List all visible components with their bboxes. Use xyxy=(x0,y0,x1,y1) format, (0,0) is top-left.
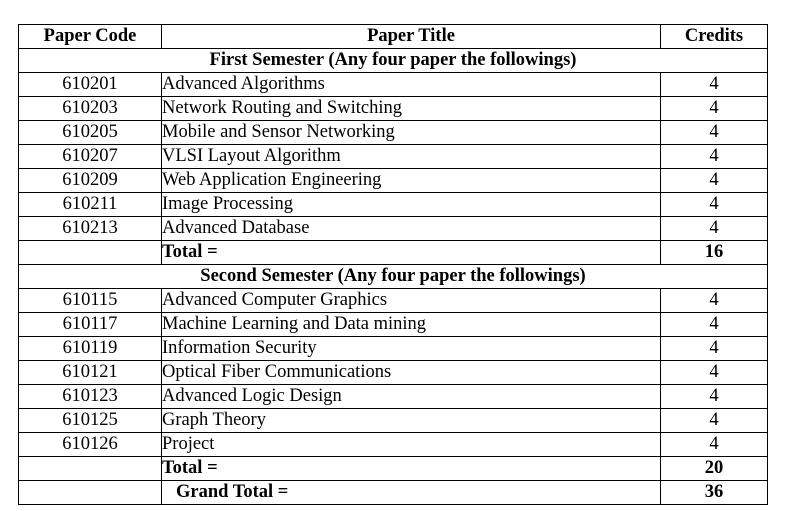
paper-code: 610115 xyxy=(19,289,162,313)
paper-title: Image Processing xyxy=(162,193,661,217)
table-row xyxy=(19,193,768,217)
table-row xyxy=(19,169,768,193)
paper-credits: 4 xyxy=(661,145,768,169)
paper-code: 610207 xyxy=(19,145,162,169)
table-row xyxy=(19,337,768,361)
paper-credits: 4 xyxy=(661,169,768,193)
paper-title: Advanced Logic Design xyxy=(162,385,661,409)
paper-code: 610121 xyxy=(19,361,162,385)
paper-title: Machine Learning and Data mining xyxy=(162,313,661,337)
paper-title: Network Routing and Switching xyxy=(162,97,661,121)
table-row xyxy=(19,433,768,457)
paper-credits: 4 xyxy=(661,337,768,361)
header-credits: Credits xyxy=(661,25,768,49)
paper-code: 610125 xyxy=(19,409,162,433)
second-semester-total-row xyxy=(19,457,768,481)
paper-title: Advanced Computer Graphics xyxy=(162,289,661,313)
paper-title: Advanced Database xyxy=(162,217,661,241)
paper-credits: 4 xyxy=(661,409,768,433)
table-row xyxy=(19,385,768,409)
table-row xyxy=(19,97,768,121)
empty-cell xyxy=(19,481,162,505)
table-row xyxy=(19,73,768,97)
first-semester-heading: First Semester (Any four paper the followings) xyxy=(19,49,768,73)
paper-code: 610203 xyxy=(19,97,162,121)
paper-title: Information Security xyxy=(162,337,661,361)
table-row xyxy=(19,145,768,169)
table-row xyxy=(19,289,768,313)
grand-total-row xyxy=(19,481,768,505)
paper-credits: 4 xyxy=(661,433,768,457)
table-row xyxy=(19,121,768,145)
paper-title: Web Application Engineering xyxy=(162,169,661,193)
second-semester-heading-row xyxy=(19,265,768,289)
paper-code: 610213 xyxy=(19,217,162,241)
second-semester-heading: Second Semester (Any four paper the followings) xyxy=(19,265,768,289)
table-row xyxy=(19,361,768,385)
paper-code: 610117 xyxy=(19,313,162,337)
course-table xyxy=(18,24,768,505)
paper-credits: 4 xyxy=(661,73,768,97)
grand-total-credits: 36 xyxy=(661,481,768,505)
total-credits: 16 xyxy=(661,241,768,265)
paper-credits: 4 xyxy=(661,193,768,217)
paper-code: 610201 xyxy=(19,73,162,97)
paper-code: 610119 xyxy=(19,337,162,361)
empty-cell xyxy=(19,457,162,481)
total-label: Total = xyxy=(162,457,661,481)
paper-credits: 4 xyxy=(661,289,768,313)
total-label: Total = xyxy=(162,241,661,265)
paper-title: VLSI Layout Algorithm xyxy=(162,145,661,169)
paper-code: 610126 xyxy=(19,433,162,457)
paper-title: Graph Theory xyxy=(162,409,661,433)
empty-cell xyxy=(19,241,162,265)
paper-credits: 4 xyxy=(661,97,768,121)
first-semester-total-row xyxy=(19,241,768,265)
paper-code: 610123 xyxy=(19,385,162,409)
paper-code: 610205 xyxy=(19,121,162,145)
paper-credits: 4 xyxy=(661,385,768,409)
paper-code: 610209 xyxy=(19,169,162,193)
table-row xyxy=(19,409,768,433)
paper-credits: 4 xyxy=(661,313,768,337)
header-paper-title: Paper Title xyxy=(162,25,661,49)
paper-credits: 4 xyxy=(661,121,768,145)
paper-title: Project xyxy=(162,433,661,457)
grand-total-label: Grand Total = xyxy=(162,481,661,505)
paper-title: Optical Fiber Communications xyxy=(162,361,661,385)
header-row xyxy=(19,25,768,49)
first-semester-heading-row xyxy=(19,49,768,73)
paper-credits: 4 xyxy=(661,217,768,241)
paper-title: Advanced Algorithms xyxy=(162,73,661,97)
paper-credits: 4 xyxy=(661,361,768,385)
total-credits: 20 xyxy=(661,457,768,481)
table-row xyxy=(19,217,768,241)
paper-title: Mobile and Sensor Networking xyxy=(162,121,661,145)
header-paper-code: Paper Code xyxy=(19,25,162,49)
paper-code: 610211 xyxy=(19,193,162,217)
table-row xyxy=(19,313,768,337)
